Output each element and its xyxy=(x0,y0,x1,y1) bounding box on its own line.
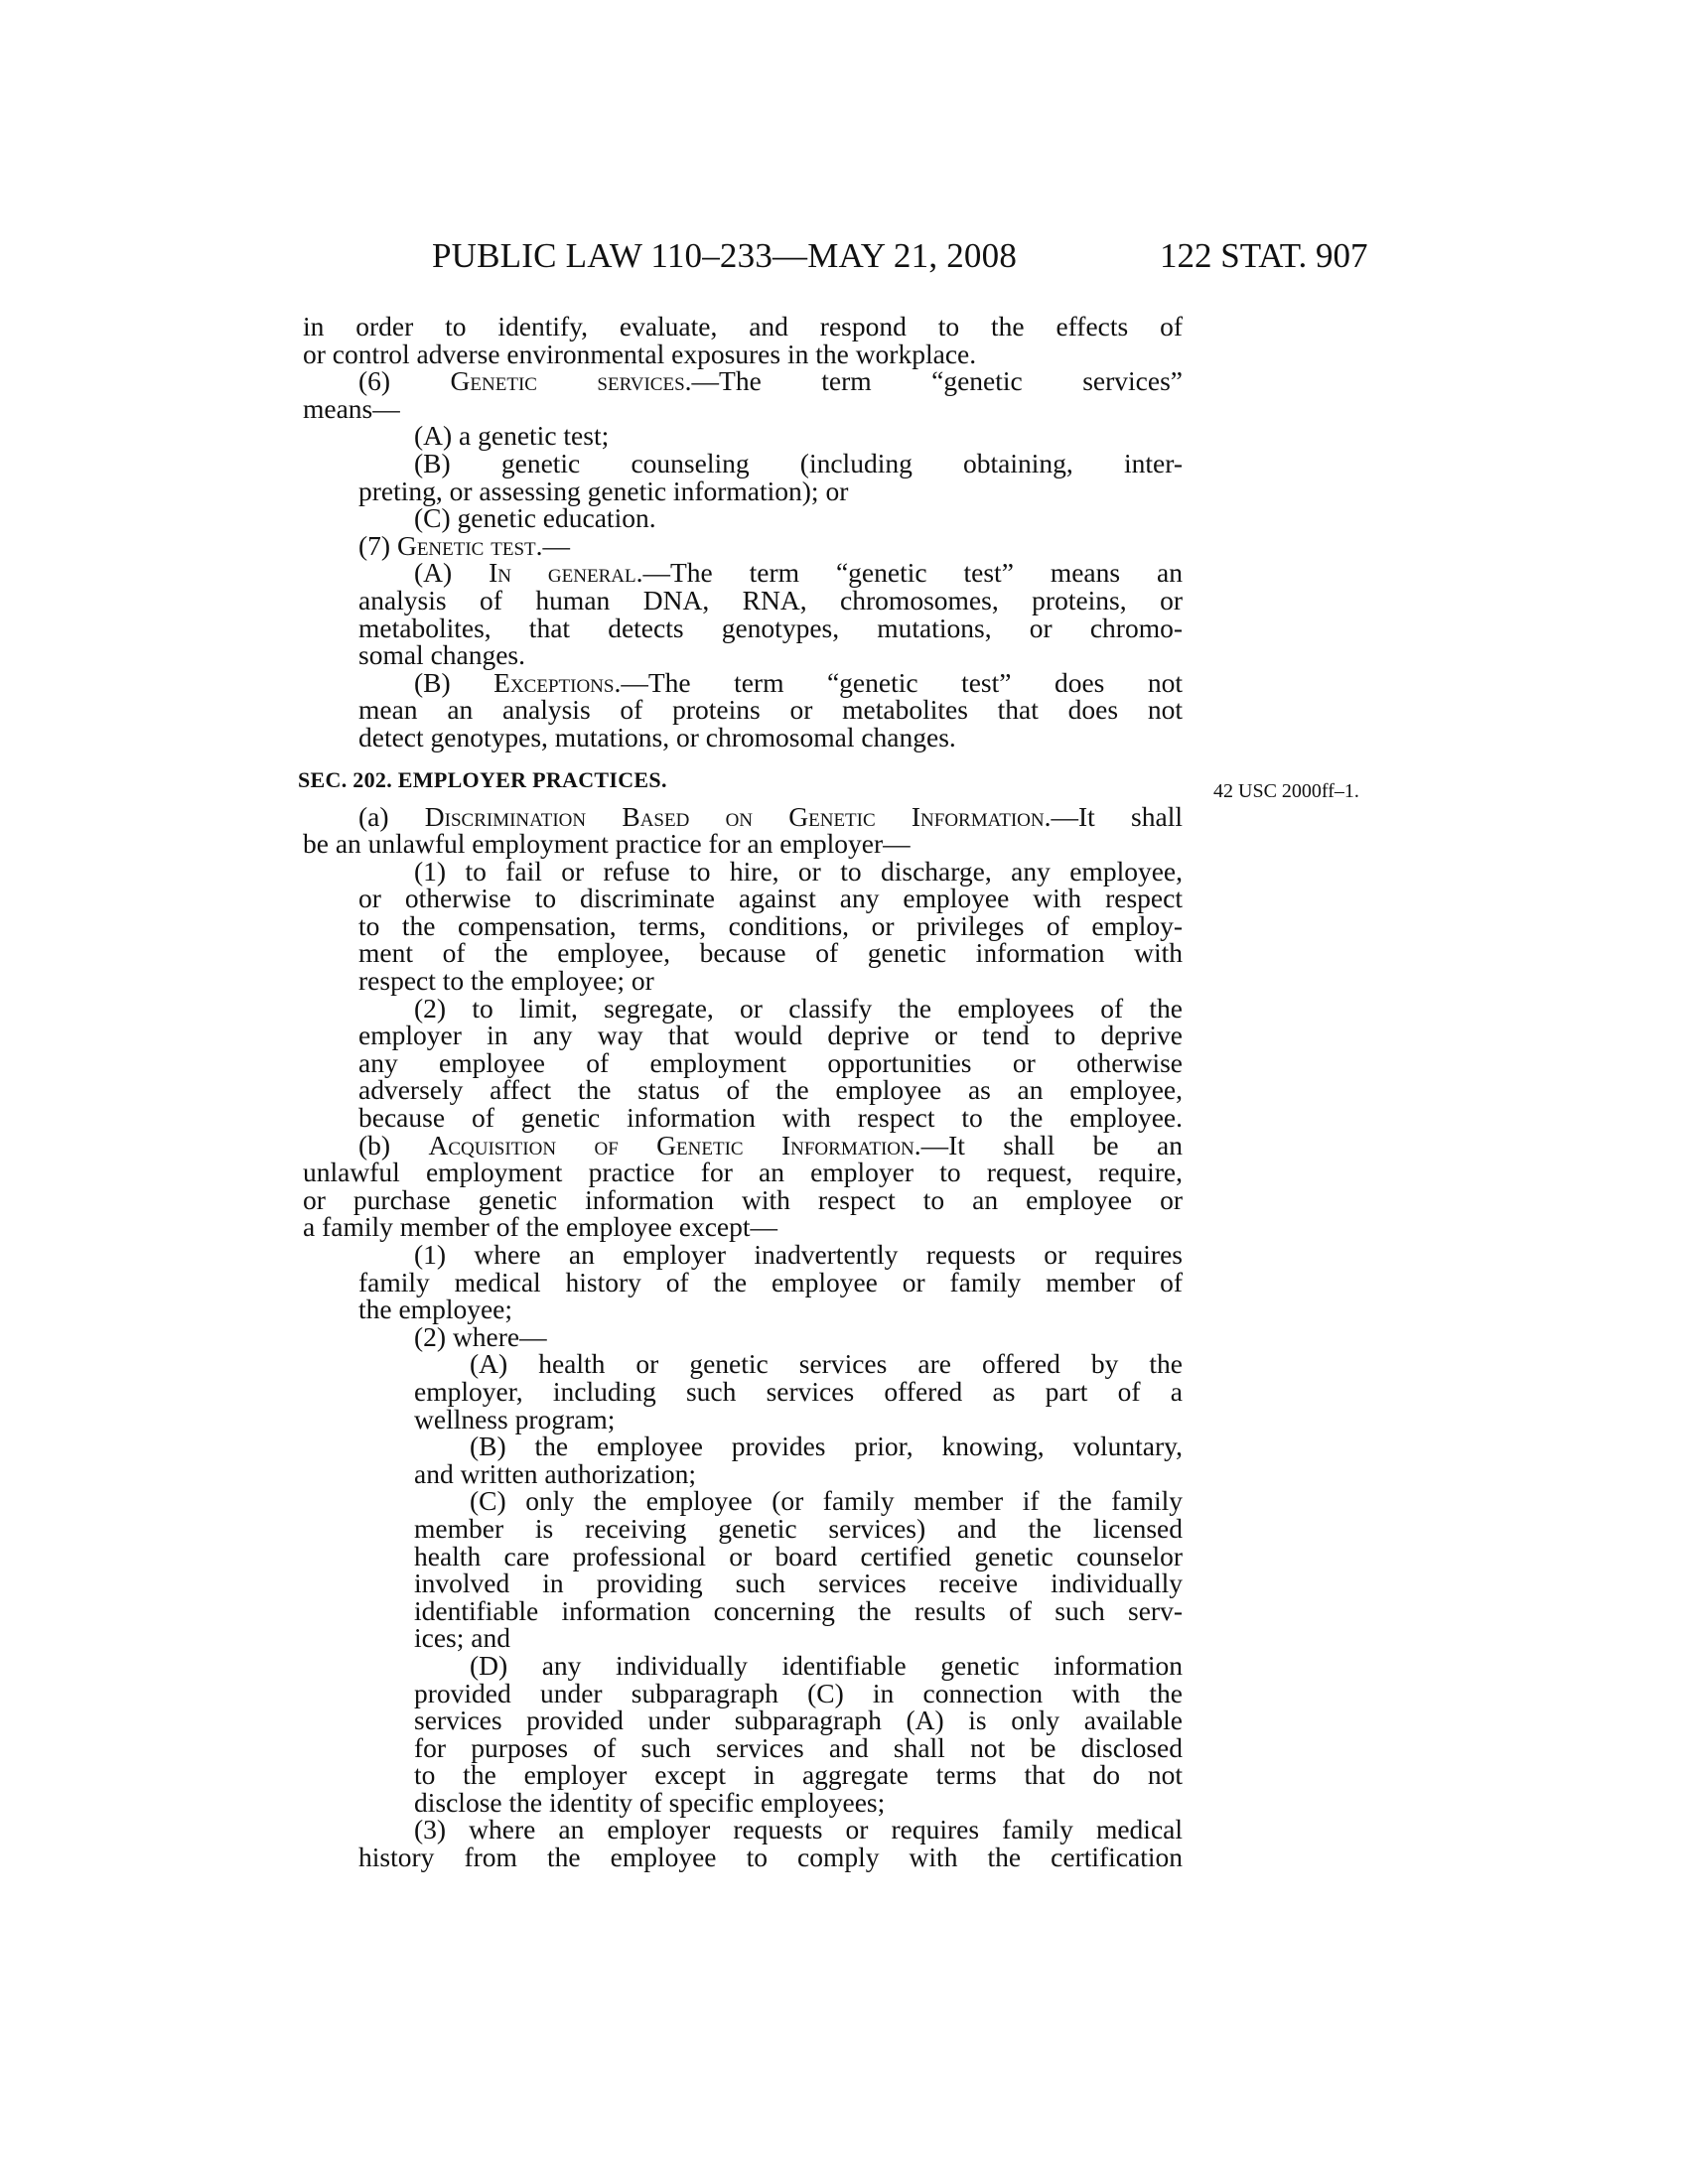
statute-text xyxy=(298,311,1183,1873)
text-line: ices; and xyxy=(414,1622,510,1654)
text-line: (C) genetic education. xyxy=(414,502,656,534)
text-line: member is receiving genetic services) and the licensed xyxy=(414,1512,1183,1544)
text-line: or otherwise to discriminate against any employee with respect xyxy=(358,883,1183,914)
text-line: and written authorization; xyxy=(414,1457,697,1489)
text-line: employer in any way that would deprive or tend to deprive xyxy=(358,1020,1183,1051)
subparagraph-heading: (A) In general.—The term “genetic test” means an xyxy=(414,557,1183,589)
statute-page-number: 122 STAT. 907 xyxy=(1160,236,1368,275)
margin-citation: 42 USC 2000ff–1. xyxy=(1213,780,1359,802)
definition-7-heading: (7) Genetic test.— xyxy=(358,529,570,561)
text-line: (3) where an employer requests or requires family medical xyxy=(414,1814,1183,1845)
text-line: somal changes. xyxy=(358,639,526,671)
text-line: any employee of employment opportunities or otherwise xyxy=(358,1046,1183,1078)
page-header xyxy=(0,236,1688,286)
text-line: for purposes of such services and shall not be disclosed xyxy=(414,1731,1183,1763)
text-line: detect genotypes, mutations, or chromosomal changes. xyxy=(358,721,956,752)
running-head-title: PUBLIC LAW 110–233—MAY 21, 2008 xyxy=(432,236,1018,275)
text-line: respect to the employee; or xyxy=(358,965,654,997)
text-line: or purchase genetic information with respect to an employee or xyxy=(303,1183,1183,1215)
text-line: history from the employee to comply with the certification xyxy=(358,1842,1183,1873)
text-line: disclose the identity of specific employees; xyxy=(414,1786,886,1818)
text-line: (2) to limit, segregate, or classify the employees of the xyxy=(414,992,1183,1024)
text-line: unlawful employment practice for an employer to request, require, xyxy=(303,1157,1183,1188)
text-line: the employee; xyxy=(358,1294,513,1325)
text-line: services provided under subparagraph (A) is only available xyxy=(414,1705,1183,1736)
text-line: family medical history of the employee or family member of xyxy=(358,1266,1183,1297)
text-line: (A) a genetic test; xyxy=(414,420,610,452)
text-line: means— xyxy=(303,392,400,424)
text-line: health care professional or board certified genetic counselor xyxy=(414,1540,1183,1571)
text-line: ment of the employee, because of genetic information with xyxy=(358,937,1183,969)
text-line: in order to identify, evaluate, and respond to the effects of xyxy=(303,311,1183,341)
text-line: identifiable information concerning the results of such serv- xyxy=(414,1594,1183,1626)
definition-6-heading: (6) Genetic services.—The term “genetic services” xyxy=(358,365,1183,397)
section-heading: SEC. 202. EMPLOYER PRACTICES. xyxy=(298,766,667,792)
text-line: (1) to fail or refuse to hire, or to discharge, any employee, xyxy=(414,855,1183,887)
text-line: involved in providing such services receive individually xyxy=(414,1568,1183,1599)
subparagraph-heading: (B) Exceptions.—The term “genetic test” does not xyxy=(414,666,1183,698)
text-line: because of genetic information with respect to the employee. xyxy=(358,1102,1183,1134)
text-line: analysis of human DNA, RNA, chromosomes, proteins, or xyxy=(358,584,1183,615)
text-line: to the compensation, terms, conditions, or privileges of employ- xyxy=(358,909,1183,941)
text-line: or control adverse environmental exposures in the workplace. xyxy=(303,338,977,369)
text-line: adversely affect the status of the employee as an employee, xyxy=(358,1074,1183,1106)
text-line: mean an analysis of proteins or metabolites that does not xyxy=(358,694,1183,726)
text-line: provided under subparagraph (C) in connection with the xyxy=(414,1677,1183,1708)
text-line: (C) only the employee (or family member if the family xyxy=(470,1485,1183,1517)
text-line: to the employer except in aggregate terms that do not xyxy=(414,1759,1183,1791)
text-line: (B) the employee provides prior, knowing, voluntary, xyxy=(470,1431,1183,1462)
text-line: (D) any individually identifiable genetic information xyxy=(470,1649,1183,1681)
text-line: (2) where— xyxy=(414,1320,547,1352)
text-line: metabolites, that detects genotypes, mutations, or chromo- xyxy=(358,612,1183,643)
text-line: preting, or assessing genetic information); or xyxy=(358,475,849,506)
text-line: be an unlawful employment practice for an employer— xyxy=(303,828,911,860)
text-line: wellness program; xyxy=(414,1403,616,1434)
subsection-b-heading: (b) Acquisition of Genetic Information.—It shall be an xyxy=(358,1129,1183,1160)
text-line: employer, including such services offered as part of a xyxy=(414,1375,1183,1407)
text-line: a family member of the employee except— xyxy=(303,1211,778,1243)
subsection-a-heading: (a) Discrimination Based on Genetic Information.—It shall xyxy=(358,800,1183,832)
text-line: (A) health or genetic services are offered by the xyxy=(470,1348,1183,1380)
text-line: (B) genetic counseling (including obtaining, inter- xyxy=(414,447,1183,478)
text-line: (1) where an employer inadvertently requests or requires xyxy=(414,1239,1183,1270)
